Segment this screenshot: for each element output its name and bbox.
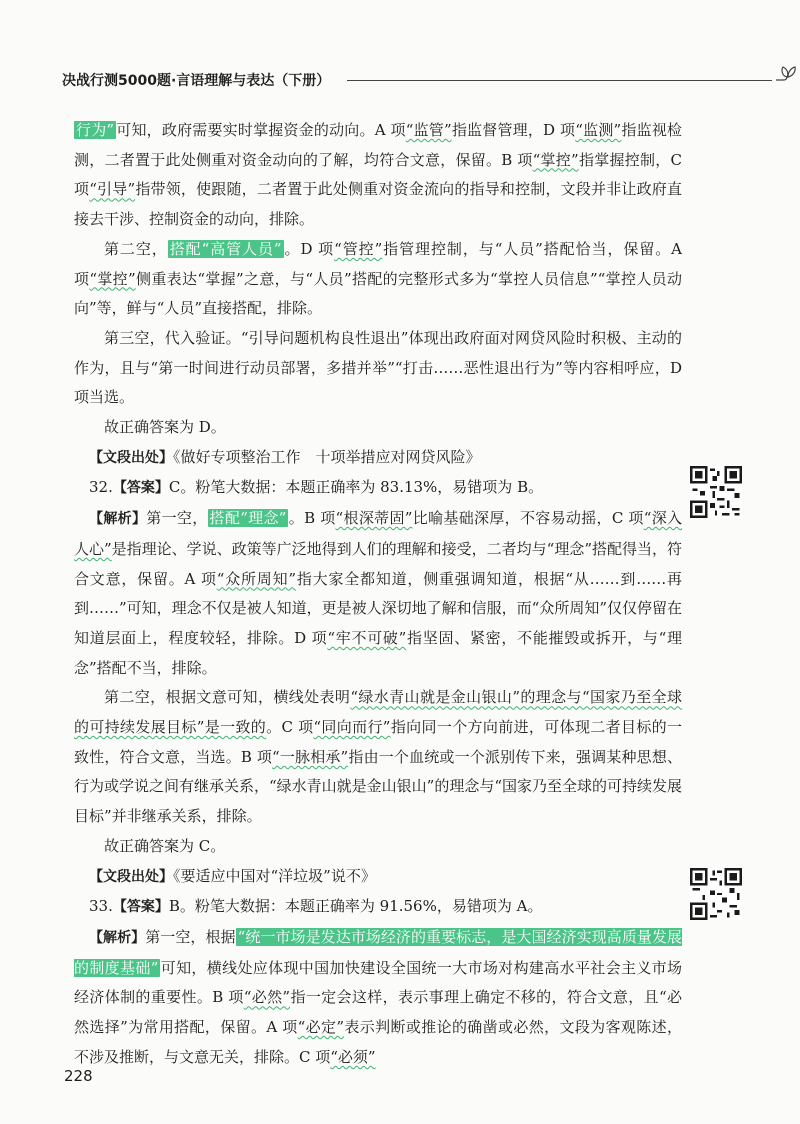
source-line: 【文段出处】《要适应中国对“洋垃圾”说不》 (89, 866, 376, 885)
wavy-term: “根深蒂固” (335, 509, 413, 528)
wavy-term: “必须” (330, 1047, 376, 1066)
book-title: 决战行测5000题·言语理解与表达（下册） (62, 73, 331, 89)
wavy-term: “必定” (297, 1018, 345, 1037)
q33-analysis: 【解析】第一空，根据 “统一市场是发达市场经济的重要标志，是大国经济实现高质量发展的制度基础” 可知，横线处应体现中国加快建设全国统一大市场对构建高水平社会主义市场经济体制的重要性。B 项“必然”指一定会这样，表示事理上确定不移的，符合文意，且“必然选择”为常用搭配，保留。A 项“必定”表示判断或推论的确凿或必然，文段为客观陈述，不涉及推断，与文意无关，排除。C 项“必须” (74, 927, 683, 1066)
question-number: 32. (89, 478, 113, 497)
wavy-term: “必然” (243, 988, 291, 1007)
sprout-icon (774, 64, 800, 90)
wavy-term: “众所周知” (216, 569, 297, 588)
q33-answer-line: 33.【答案】B。粉笔大数据：本题正确率为 91.56%，易错项为 A。 (89, 897, 543, 916)
wavy-term: “掌控” (89, 269, 136, 288)
qr-code-icon[interactable] (690, 466, 742, 518)
source-tag: 【文段出处】 (89, 449, 173, 466)
q32-answer-line: 32.【答案】C。粉笔大数据：本题正确率为 83.13%，易错项为 B。 (89, 478, 544, 497)
wavy-term: “同向而行” (313, 718, 391, 737)
answer-line: 故正确答案为 D。 (104, 418, 226, 437)
analysis-tag: 【解析】 (89, 511, 147, 528)
source-line: 【文段出处】《做好专项整治工作 十项举措应对网贷风险》 (89, 447, 481, 466)
paragraph: 第三空，代入验证。“引导问题机构良性退出”体现出政府面对网贷风险时积极、主动的作为，且与“第一时间进行动员部署，多措并举”“打击……恶性退出行为”等内容相呼应，D 项当选。 (74, 328, 682, 407)
highlight: 搭配“高管人员” (169, 239, 282, 258)
qr-code-icon[interactable] (690, 868, 742, 920)
wavy-term: “绿水青山就是金山银山”的理念与“国家乃至全球的可持续发展目标”是一致的 (74, 688, 682, 737)
page-header (62, 64, 742, 98)
header-rule (347, 80, 772, 81)
answer-tag: 【答案】 (112, 899, 169, 916)
highlight: 行为” (76, 121, 115, 139)
wavy-term: “深入人心” (74, 509, 683, 558)
highlight: 搭配“理念” (209, 509, 287, 528)
answer-line: 故正确答案为 C。 (104, 836, 226, 855)
source-tag: 【文段出处】 (89, 868, 173, 885)
question-number: 33. (89, 897, 113, 916)
wavy-term: “管控” (334, 239, 383, 258)
wavy-term: “引导” (89, 180, 136, 199)
wavy-term: “掌控” (532, 150, 579, 169)
highlight: “统一市场是发达市场经济的重要标志，是大国经济实现高质量发展的制度基础” (74, 927, 683, 977)
wavy-term: “牢不可破” (327, 628, 407, 647)
q32-analysis: 【解析】第一空， 搭配“理念” 。B 项“根深蒂固”比喻基础深厚，不容易动摇，C 项“深入人心”是指理论、学说、政策等广泛地得到人们的理解和接受，二者均与“理念”搭配得当，符合文意，保留。A 项“众所周知”指大家全都知道，侧重强调知道，根据“从……到……再到……”可知，理念不仅是被人知道，更是被人深切地了解和信服，而“众所周知”仅仅停留在知道层面上，程度较轻，排除。D 项“牢不可破”指坚固、紧密，不能摧毁或拆开，与“理念”搭配不当，排除。 (74, 509, 683, 677)
page-body (74, 116, 682, 1073)
answer-tag: 【答案】 (112, 480, 169, 497)
paragraph: 行为” 可知，政府需要实时掌握资金的动向。A 项“监管”指监督管理，D 项“监测”指监视检测，二者置于此处侧重对资金动向的了解，均符合文意，保留。B 项“掌控”指掌握控制，C 项“引导”指带领，使跟随，二者置于此处侧重对资金流向的指导和控制，文段并非让政府直接去干涉、控制资金的动向，排除。 (74, 121, 683, 229)
paragraph: 第二空， 搭配“高管人员” 。D 项“管控”指管理控制，与“人员”搭配恰当，保留。A 项“掌控”侧重表达“掌握”之意，与“人员”搭配的完整形式多为“掌控人员信息”“掌控人员动向”等，鲜与“人员”直接搭配，排除。 (74, 239, 683, 318)
wavy-term: “一脉相承” (272, 747, 349, 766)
analysis-tag: 【解析】 (89, 929, 146, 946)
page-number: 228 (64, 1067, 93, 1085)
wavy-term: “监管” (405, 121, 452, 139)
paragraph: 第二空，根据文意可知，横线处表明“绿水青山就是金山银山”的理念与“国家乃至全球的可持续发展目标”是一致的。C 项“同向而行”指向同一个方向前进，可体现二者目标的一致性，符合文意，当选。B 项“一脉相承”指由一个血统或一个派别传下来，强调某种思想、行为或学说之间有继承关系，“绿水青山就是金山银山”的理念与“国家乃至全球的可持续发展目标”并非继承关系，排除。 (74, 688, 683, 826)
wavy-term: “监测” (575, 121, 622, 139)
